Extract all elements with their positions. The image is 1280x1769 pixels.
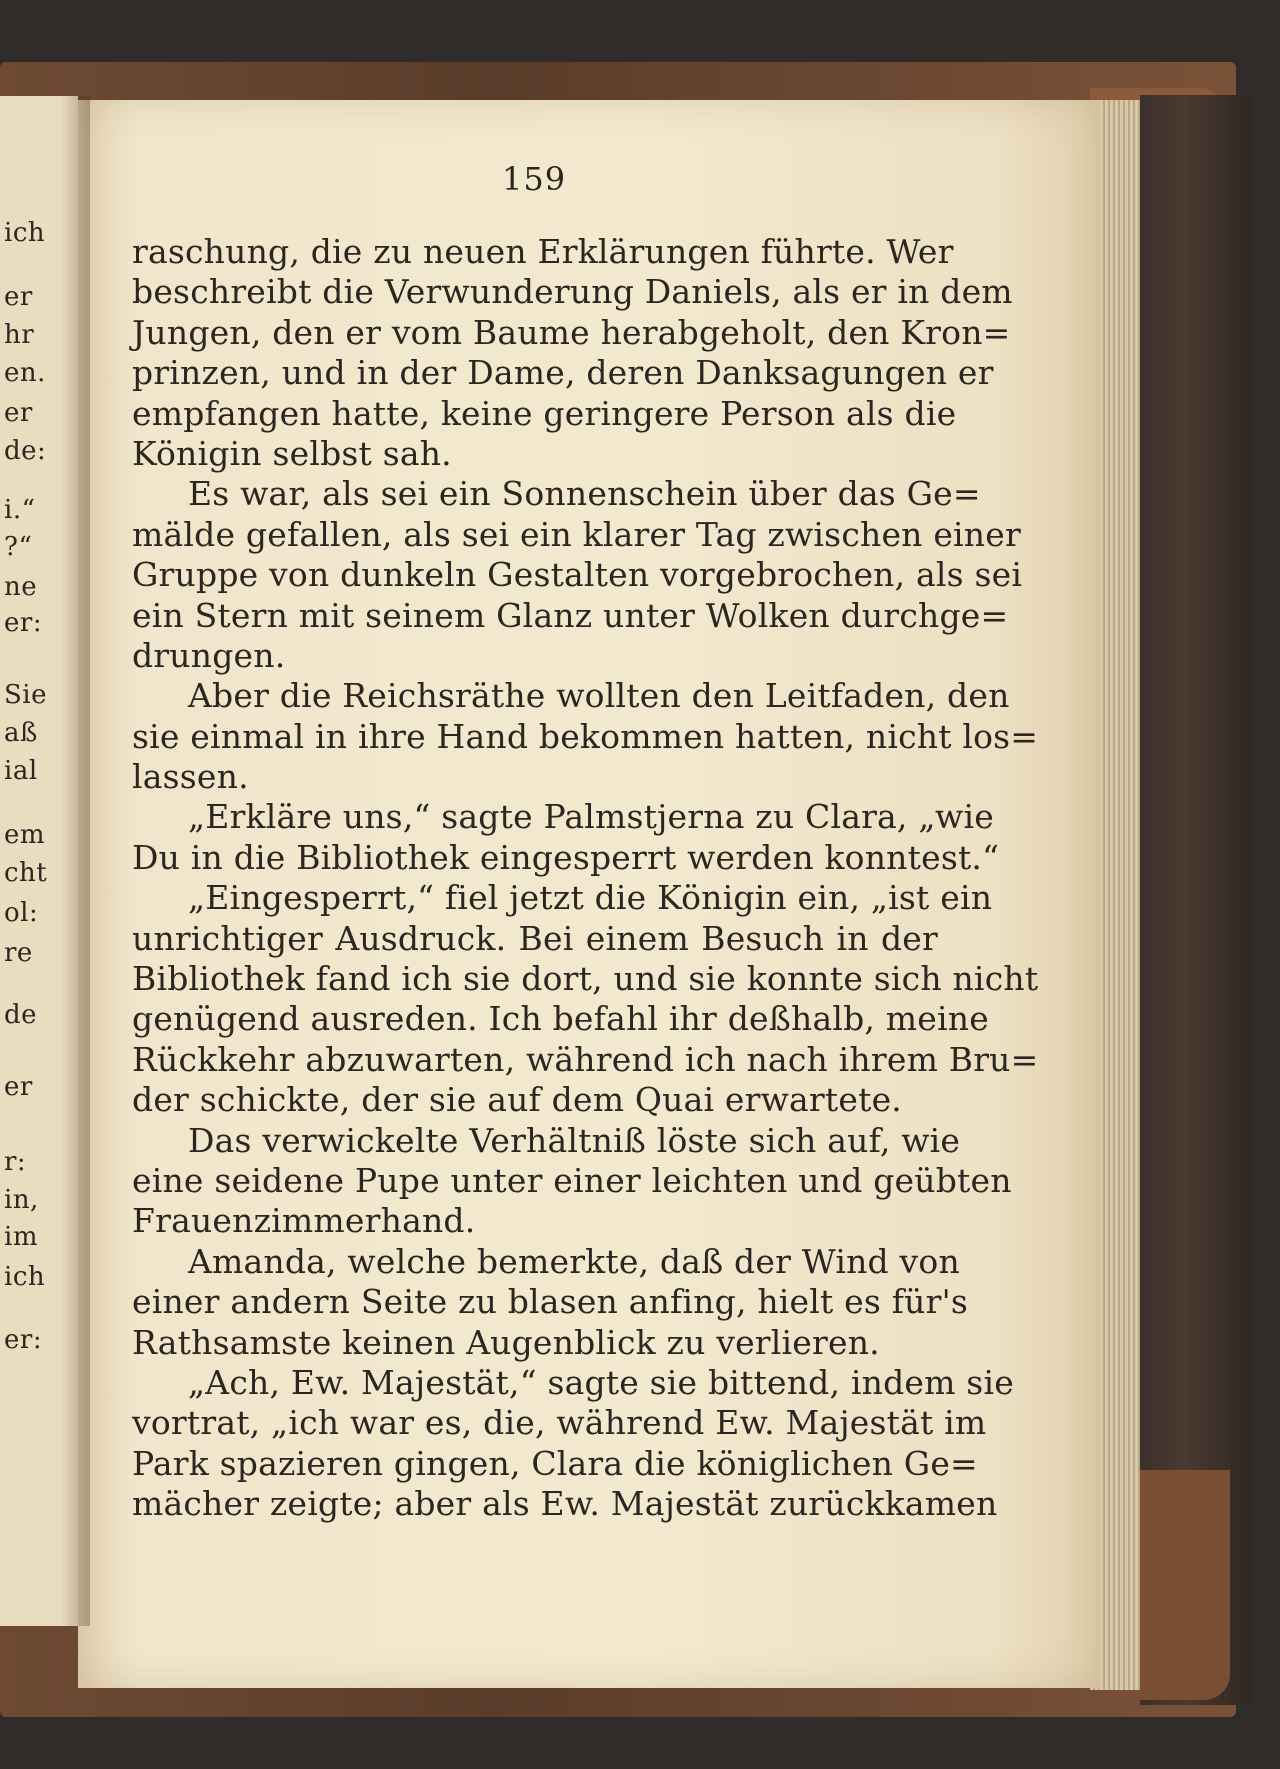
text-line: „Ach, Ew. Majestät,“ sagte sie bittend, indem sie	[188, 1362, 1014, 1402]
text-line: unrichtiger Ausdruck. Bei einem Besuch in der	[132, 918, 938, 958]
text-line: Gruppe von dunkeln Gestalten vorgebrochen, als sei	[132, 555, 1023, 595]
left-page-fragment: Sie	[4, 680, 48, 710]
left-page-fragment: er:	[4, 1325, 43, 1355]
left-page-fragment: em	[4, 820, 46, 850]
text-line: mälde gefallen, als sei ein klarer Tag zwischen einer	[132, 514, 1021, 554]
gutter-shadow	[60, 96, 90, 1626]
text-line: genügend ausreden. Ich befahl ihr deßhalb, meine	[132, 999, 989, 1039]
text-line: „Eingesperrt,“ fiel jetzt die Königin ein, „ist ein	[188, 878, 993, 918]
left-page-fragment: de:	[4, 436, 47, 466]
left-page-fragment: en.	[4, 358, 46, 388]
text-line: mächer zeigte; aber als Ew. Majestät zurückkamen	[132, 1484, 998, 1524]
text-line: Frauenzimmerhand.	[132, 1201, 476, 1241]
left-page-fragment: ?“	[4, 532, 33, 562]
left-page-fragment: r:	[4, 1147, 27, 1177]
text-line: raschung, die zu neuen Erklärungen führte. Wer	[132, 232, 954, 271]
left-page-fragment: ich	[4, 218, 46, 248]
text-line: prinzen, und in der Dame, deren Danksagungen er	[132, 353, 994, 393]
text-line: Königin selbst sah.	[132, 433, 452, 473]
left-page-fragment: ial	[4, 756, 38, 786]
left-page-fragment: in,	[4, 1185, 39, 1215]
left-page-fragments	[0, 0, 58, 1769]
left-page-fragment: ich	[4, 1262, 46, 1292]
page-number: 159	[502, 160, 567, 198]
left-page-fragment: er	[4, 398, 33, 428]
left-page-fragment: hr	[4, 320, 35, 350]
text-line: Jungen, den er vom Baume herabgeholt, den Kron=	[132, 312, 1011, 352]
text-line: eine seidene Pupe unter einer leichten und geübten	[132, 1160, 1012, 1200]
left-page-fragment: ne	[4, 572, 38, 602]
cover-spine-edge	[1140, 95, 1252, 1705]
left-page-fragment: re	[4, 938, 33, 968]
text-line: einer andern Seite zu blasen anfing, hielt es für's	[132, 1282, 968, 1322]
text-line: Rückkehr abzuwarten, während ich nach ihrem Bru=	[132, 1039, 1039, 1079]
text-line: Es war, als sei ein Sonnenschein über das Ge=	[188, 474, 981, 514]
text-line: Park spazieren gingen, Clara die königlichen Ge=	[132, 1443, 978, 1483]
text-line: beschreibt die Verwunderung Daniels, als er in dem	[132, 272, 1013, 312]
left-page-fragment: im	[4, 1222, 38, 1252]
left-page-fragment: er	[4, 1072, 33, 1102]
text-line: ein Stern mit seinem Glanz unter Wolken durchge=	[132, 595, 1009, 635]
text-line: Du in die Bibliothek eingesperrt werden konntest.“	[132, 837, 1000, 877]
text-line: „Erkläre uns,“ sagte Palmstjerna zu Clara, „wie	[188, 797, 994, 837]
text-line: vortrat, „ich war es, die, während Ew. Majestät im	[132, 1403, 987, 1443]
text-line: lassen.	[132, 757, 249, 797]
text-line: empfangen hatte, keine geringere Person als die	[132, 393, 957, 433]
text-line: Aber die Reichsräthe wollten den Leitfaden, den	[188, 676, 1010, 716]
text-line: drungen.	[132, 635, 286, 675]
left-page-fragment: aß	[4, 718, 38, 748]
text-line: Amanda, welche bemerkte, daß der Wind von	[188, 1241, 960, 1281]
text-line: Rathsamste keinen Augenblick zu verlieren.	[132, 1322, 880, 1362]
body-text	[132, 232, 1039, 1525]
left-page-fragment: de	[4, 1000, 38, 1030]
left-page-fragment: er:	[4, 608, 43, 638]
left-page-fragment: i.“	[4, 495, 36, 525]
text-line: sie einmal in ihre Hand bekommen hatten, nicht los=	[132, 716, 1039, 756]
text-line: Bibliothek fand ich sie dort, und sie konnte sich nicht	[132, 959, 1039, 999]
text-line: der schickte, der sie auf dem Quai erwartete.	[132, 1080, 902, 1120]
left-page-fragment: ol:	[4, 898, 39, 928]
left-page-fragment: er	[4, 282, 33, 312]
text-line: Das verwickelte Verhältniß löste sich auf, wie	[188, 1120, 961, 1160]
left-page-fragment: cht	[4, 858, 48, 888]
